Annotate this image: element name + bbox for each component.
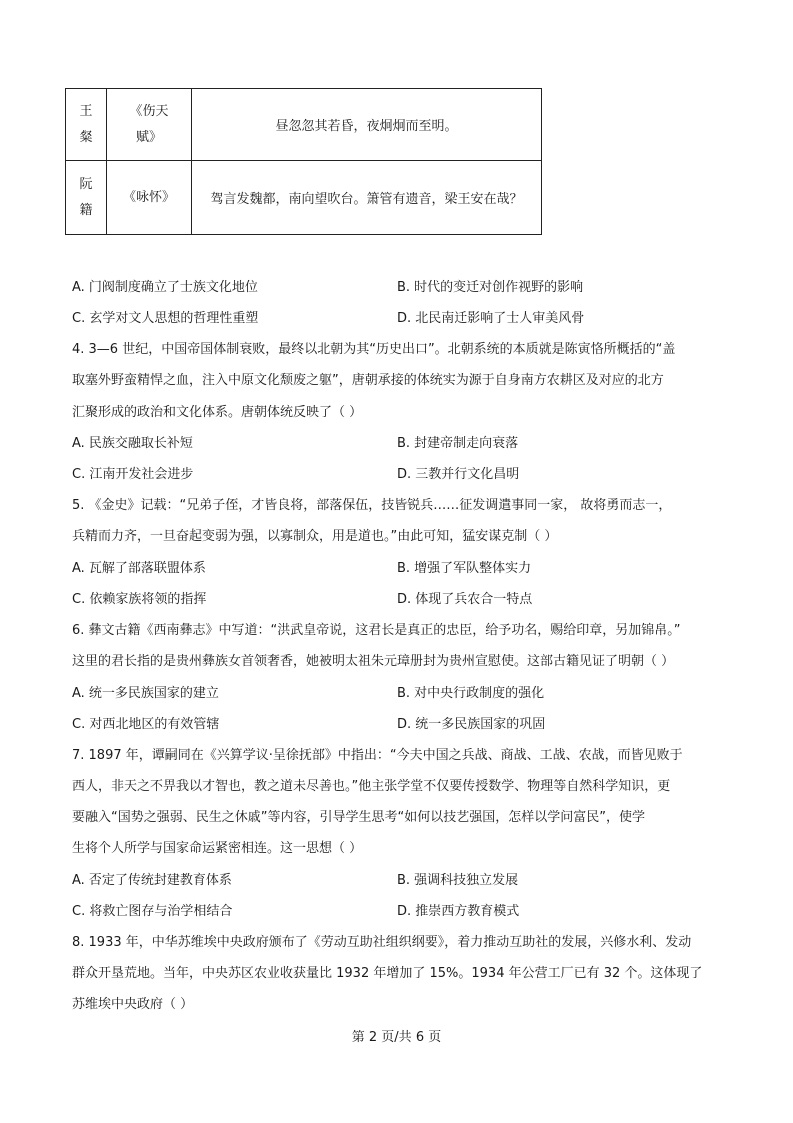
author-char: 粲 xyxy=(79,129,93,145)
q6-option-b[interactable]: B. 对中央行政制度的强化 xyxy=(397,686,545,701)
q4-option-d[interactable]: D. 三教并行文化昌明 xyxy=(397,467,520,482)
q7-option-a[interactable]: A. 否定了传统封建教育体系 xyxy=(72,873,232,888)
q4-stem-line: 取塞外野蛮精悍之血，注入中原文化颓废之躯”，唐朝承接的体统实为源于自身南方农耕区及对应的北方 xyxy=(72,373,664,388)
table-row xyxy=(66,89,542,161)
author-cell xyxy=(66,89,107,161)
work-title-line: 《伤天 xyxy=(129,103,169,119)
q6-stem-line: 6. 彝文古籍《西南彝志》中写道：“洪武皇帝说，这君长是真正的忠臣，给予功名，赐给印章，另加锦帛。” xyxy=(72,623,681,638)
q7-option-d[interactable]: D. 推崇西方教育模式 xyxy=(397,904,520,919)
work-title-line: 《咏怀》 xyxy=(122,189,175,205)
author-char: 王 xyxy=(79,103,93,119)
q5-option-d[interactable]: D. 体现了兵农合一特点 xyxy=(397,592,533,607)
q4-stem-line: 汇聚形成的政治和文化体系。唐朝体统反映了（ ） xyxy=(72,405,363,420)
q4-option-b[interactable]: B. 封建帝制走向衰落 xyxy=(397,436,519,451)
table-row xyxy=(66,161,542,235)
author-char: 阮 xyxy=(79,176,93,192)
q8-stem-line: 群众开垦荒地。当年，中央苏区农业收获量比 1932 年增加了 15%。1934 年公营工厂已有 32 个。这体现了 xyxy=(72,966,703,981)
poem-text-cell: 驾言发魏都，南向望吹台。箫管有遗音，梁王安在哉？ xyxy=(192,161,542,235)
work-title-line: 赋》 xyxy=(135,129,162,145)
q6-option-a[interactable]: A. 统一多民族国家的建立 xyxy=(72,686,219,701)
q7-option-c[interactable]: C. 将救亡图存与治学相结合 xyxy=(72,904,233,919)
work-cell xyxy=(107,161,192,235)
q4-option-a[interactable]: A. 民族交融取长补短 xyxy=(72,436,193,451)
q7-option-b[interactable]: B. 强调科技独立发展 xyxy=(397,873,519,888)
q4-option-c[interactable]: C. 江南开发社会进步 xyxy=(72,467,194,482)
q6-option-c[interactable]: C. 对西北地区的有效管辖 xyxy=(72,717,220,732)
q5-option-c[interactable]: C. 依赖家族将领的指挥 xyxy=(72,592,207,607)
work-cell xyxy=(107,89,192,161)
poem-table xyxy=(65,88,542,235)
page-footer: 第 2 页/共 6 页 xyxy=(351,1030,442,1045)
q5-option-a[interactable]: A. 瓦解了部落联盟体系 xyxy=(72,561,206,576)
q5-option-b[interactable]: B. 增强了军队整体实力 xyxy=(397,561,532,576)
q8-stem-line: 苏维埃中央政府（ ） xyxy=(72,997,194,1012)
q3-option-b[interactable]: B. 时代的变迁对创作视野的影响 xyxy=(397,280,584,295)
q6-stem-line: 这里的君长指的是贵州彝族女首领奢香，她被明太祖朱元璋册封为贵州宣慰使。这部古籍见证了明朝（ ） xyxy=(72,654,675,669)
q5-stem-line: 5. 《金史》记载：“兄弟子侄，才皆良将，部落保伍，技皆锐兵……征发调遣事同一家， 故将勇而志一， xyxy=(72,498,672,513)
poem-text-cell: 昼忽忽其若昏，夜炯炯而至明。 xyxy=(192,89,542,161)
author-cell xyxy=(66,161,107,235)
q4-stem-line: 4. 3—6 世纪，中国帝国体制衰败，最终以北朝为其“历史出口”。北朝系统的本质就是陈寅恪所概括的“盖 xyxy=(72,342,676,357)
q3-option-d[interactable]: D. 北民南迁影响了士人审美风骨 xyxy=(397,311,585,326)
q7-stem-line: 7. 1897 年，谭嗣同在《兴算学议·呈徐抚部》中指出：“今夫中国之兵战、商战、工战、农战，而皆见败于 xyxy=(72,748,683,763)
q7-stem-line: 生将个人所学与国家命运紧密相连。这一思想（ ） xyxy=(72,841,363,856)
q7-stem-line: 西人，非天之不畀我以才智也，教之道未尽善也。”他主张学堂不仅要传授数学、物理等自然科学知识，更 xyxy=(72,779,671,794)
q8-stem-line: 8. 1933 年，中华苏维埃中央政府颁布了《劳动互助社组织纲要》，着力推动互助社的发展，兴修水利、发动 xyxy=(72,935,692,950)
q3-option-a[interactable]: A. 门阀制度确立了士族文化地位 xyxy=(72,280,258,295)
q7-stem-line: 要融入“国势之强弱、民生之休戚”等内容，引导学生思考“如何以技艺强国，怎样以学问富民”，使学 xyxy=(72,810,645,825)
q3-option-c[interactable]: C. 玄学对文人思想的哲理性重塑 xyxy=(72,311,259,326)
q5-stem-line: 兵精而力齐，一旦奋起变弱为强，以寡制众，用是道也。”由此可知，猛安谋克制（ ） xyxy=(72,529,558,544)
author-char: 籍 xyxy=(79,202,93,218)
q6-option-d[interactable]: D. 统一多民族国家的巩固 xyxy=(397,717,546,732)
